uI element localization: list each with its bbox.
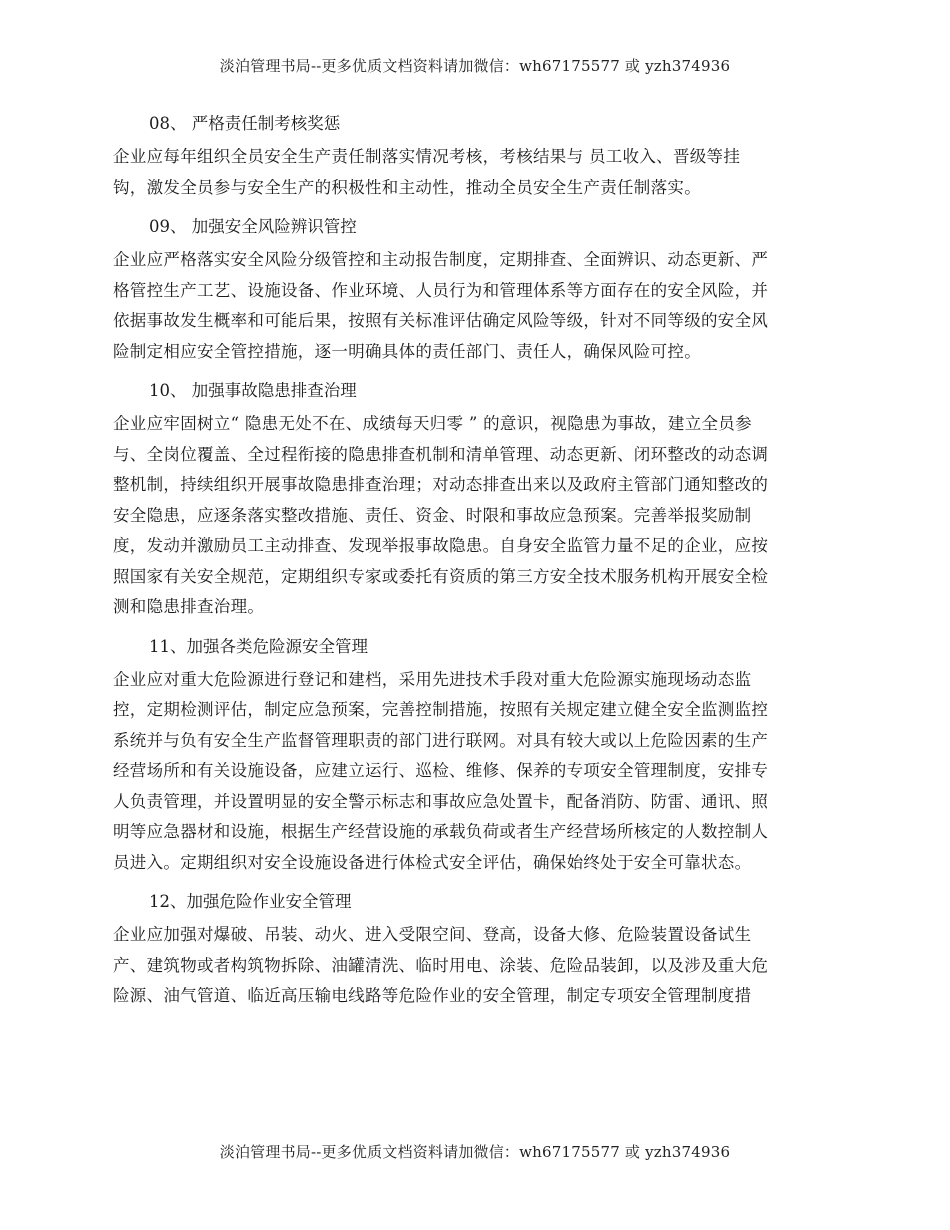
paragraph-line: 安全隐患，应逐条落实整改措施、责任、资金、时限和事故应急预案。完善举报奖励制 xyxy=(113,505,752,525)
page-header: 淡泊管理书局--更多优质文档资料请加微信：wh67175577 或 yzh374936 xyxy=(219,57,731,75)
section-paragraph xyxy=(113,665,843,879)
section-08 xyxy=(113,112,843,203)
paragraph-line: 产、建筑物或者构筑物拆除、油罐清洗、临时用电、涂装、危险品装卸，以及涉及重大危 xyxy=(113,955,769,975)
paragraph-line: 度，发动并激励员工主动排查、发现举报事故隐患。自身安全监管力量不足的企业，应按 xyxy=(113,536,769,555)
section-paragraph xyxy=(113,142,843,203)
paragraph-line: 险制定相应安全管控措施，逐一明确具体的责任部门、责任人，确保风险可控。 xyxy=(113,341,701,361)
section-heading: 10、 加强事故隐患排查治理 xyxy=(149,381,357,400)
section-heading: 11、加强各类危险源安全管理 xyxy=(149,636,368,656)
section-paragraph xyxy=(113,920,843,1012)
section-heading: 09、 加强安全风险辨识管控 xyxy=(149,217,357,236)
paragraph-line: 企业应严格落实安全风险分级管控和主动报告制度，定期排查、全面辨识、动态更新、严 xyxy=(113,250,769,269)
paragraph-line: 明等应急器材和设施，根据生产经营设施的承载负荷或者生产经营场所核定的人数控制人 xyxy=(113,822,769,841)
paragraph-line: 企业应每年组织全员安全生产责任制落实情况考核，考核结果与 员工收入、晋级等挂 xyxy=(113,147,741,166)
section-09 xyxy=(113,215,843,367)
paragraph-line: 整机制，持续组织开展事故隐患排查治理；对动态排查出来以及政府主管部门通知整改的 xyxy=(113,475,769,494)
paragraph-line: 照国家有关安全规范，定期组织专家或委托有资质的第三方安全技术服务机构开展安全检 xyxy=(113,566,769,586)
paragraph-line: 员进入。定期组织对安全设施设备进行体检式安全评估，确保始终处于安全可靠状态。 xyxy=(113,852,752,872)
section-paragraph xyxy=(113,245,843,367)
paragraph-line: 企业应加强对爆破、吊装、动火、进入受限空间、登高，设备大修、危险装置设备试生 xyxy=(113,925,752,944)
paragraph-line: 依据事故发生概率和可能后果，按照有关标准评估确定风险等级，针对不同等级的安全风 xyxy=(113,311,769,330)
paragraph-line: 控，定期检测评估，制定应急预案，完善控制措施，按照有关规定建立健全安全监测监控 xyxy=(113,700,769,719)
paragraph-line: 测和隐患排查治理。 xyxy=(113,597,265,616)
paragraph-line: 钩，激发全员参与安全生产的积极性和主动性，推动全员安全生产责任制落实。 xyxy=(113,177,701,197)
paragraph-line: 企业应牢固树立“ 隐患无处不在、成绩每天归零 ” 的意识，视隐患为事故，建立全员参 xyxy=(113,414,752,433)
section-heading: 08、 严格责任制考核奖惩 xyxy=(149,114,341,133)
paragraph-line: 人负责管理，并设置明显的安全警示标志和事故应急处置卡，配备消防、防雷、通讯、照 xyxy=(113,791,769,811)
section-11 xyxy=(113,635,843,879)
paragraph-line: 与、全岗位覆盖、全过程衔接的隐患排查机制和清单管理、动态更新、闭环整改的动态调 xyxy=(113,444,769,464)
section-heading: 12、加强危险作业安全管理 xyxy=(149,892,352,911)
page-footer: 淡泊管理书局--更多优质文档资料请加微信：wh67175577 或 yzh374936 xyxy=(219,1143,731,1161)
document-body xyxy=(113,112,843,1024)
section-12 xyxy=(113,890,843,1012)
paragraph-line: 经营场所和有关设施设备，应建立运行、巡检、维修、保养的专项安全管理制度，安排专 xyxy=(113,761,769,780)
paragraph-line: 企业应对重大危险源进行登记和建档，采用先进技术手段对重大危险源实施现场动态监 xyxy=(113,669,752,689)
section-paragraph xyxy=(113,409,843,623)
paragraph-line: 险源、油气管道、临近高压输电线路等危险作业的安全管理，制定专项安全管理制度措 xyxy=(113,986,752,1005)
paragraph-line: 系统并与负有安全生产监督管理职责的部门进行联网。对具有较大或以上危险因素的生产 xyxy=(113,730,769,750)
paragraph-line: 格管控生产工艺、设施设备、作业环境、人员行为和管理体系等方面存在的安全风险，并 xyxy=(113,280,769,300)
section-10 xyxy=(113,379,843,623)
